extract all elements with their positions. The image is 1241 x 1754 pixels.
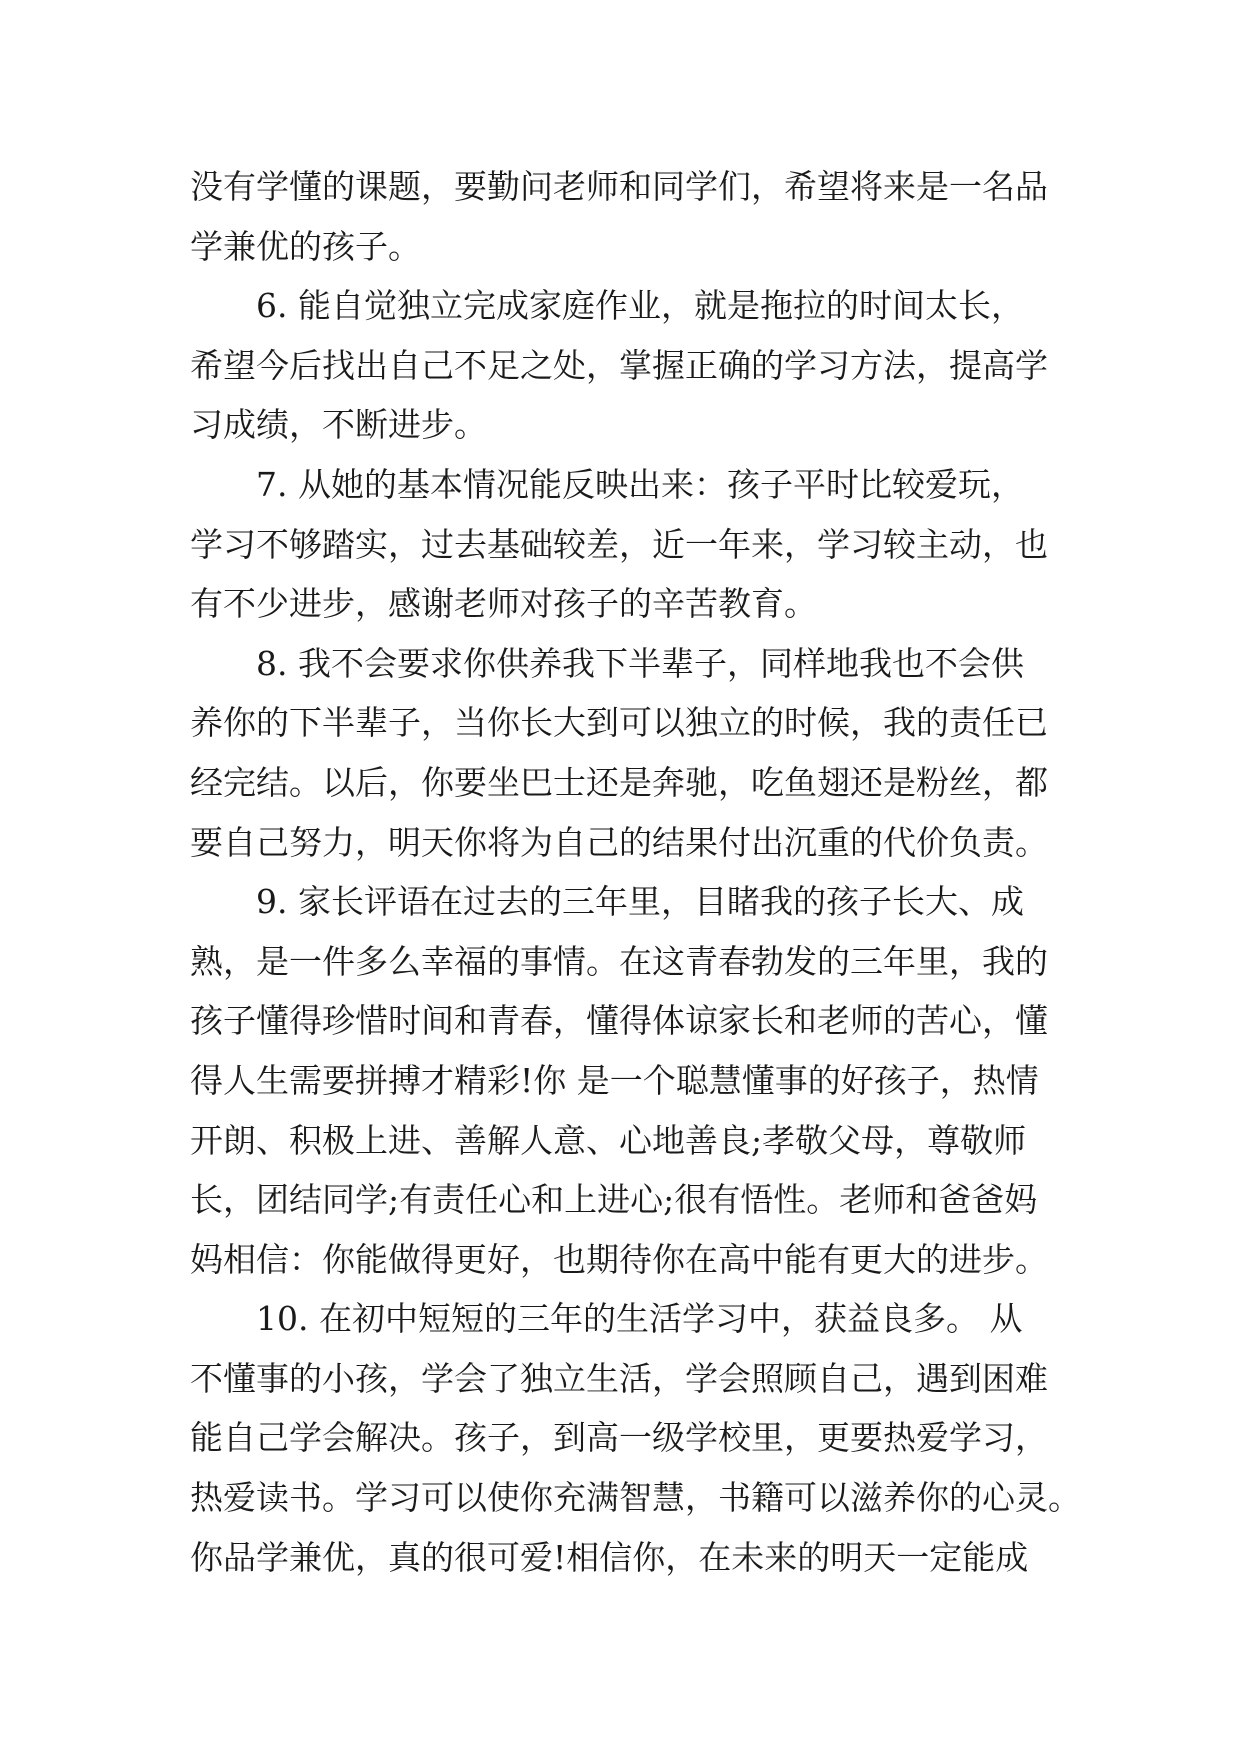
text-line: 习成绩，不断进步。 [190, 405, 487, 445]
text-line: 妈相信：你能做得更好，也期待你在高中能有更大的进步。 [190, 1239, 1048, 1279]
text-line: 要自己努力，明天你将为自己的结果付出沉重的代价负责。 [190, 822, 1048, 862]
text-line: 8. 我不会要求你供养我下半辈子，同样地我也不会供 [256, 643, 1024, 683]
text-line: 热爱读书。学习可以使你充满智慧，书籍可以滋养你的心灵。 [190, 1478, 1081, 1518]
text-line: 6. 能自觉独立完成家庭作业，就是拖拉的时间太长， [256, 286, 1024, 326]
text-line: 有不少进步，感谢老师对孩子的辛苦教育。 [190, 584, 817, 624]
text-line: 你品学兼优，真的很可爱!相信你，在未来的明天一定能成 [190, 1537, 1029, 1577]
text-line: 9. 家长评语在过去的三年里，目睹我的孩子长大、成 [256, 882, 1024, 922]
text-line: 没有学懂的课题，要勤问老师和同学们，希望将来是一名品 [190, 167, 1048, 206]
text-line: 不懂事的小孩，学会了独立生活，学会照顾自己，遇到困难 [190, 1358, 1048, 1398]
text-line: 开朗、积极上进、善解人意、心地善良;孝敬父母，尊敬师 [190, 1120, 1027, 1160]
text-line: 10. 在初中短短的三年的生活学习中，获益良多。 从 [256, 1299, 1023, 1339]
text-line: 得人生需要拼搏才精彩!你 是一个聪慧懂事的好孩子，热情 [190, 1060, 1039, 1100]
text-line: 长，团结同学;有责任心和上进心;很有悟性。老师和爸爸妈 [190, 1180, 1038, 1220]
text-line: 养你的下半辈子，当你长大到可以独立的时候，我的责任已 [190, 703, 1048, 743]
text-line: 孩子懂得珍惜时间和青春，懂得体谅家长和老师的苦心，懂 [190, 1001, 1048, 1041]
text-line: 7. 从她的基本情况能反映出来：孩子平时比较爱玩， [256, 464, 1024, 504]
text-line: 学习不够踏实，过去基础较差，近一年来，学习较主动，也 [190, 524, 1048, 564]
text-line: 学兼优的孩子。 [190, 226, 421, 266]
text-line: 希望今后找出自己不足之处，掌握正确的学习方法，提高学 [190, 345, 1048, 385]
document-body [190, 157, 1081, 1587]
text-line: 能自己学会解决。孩子，到高一级学校里，更要热爱学习， [190, 1418, 1048, 1458]
text-line: 熟，是一件多么幸福的事情。在这青春勃发的三年里，我的 [190, 941, 1048, 981]
text-line: 经完结。以后，你要坐巴士还是奔驰，吃鱼翅还是粉丝，都 [190, 762, 1048, 802]
